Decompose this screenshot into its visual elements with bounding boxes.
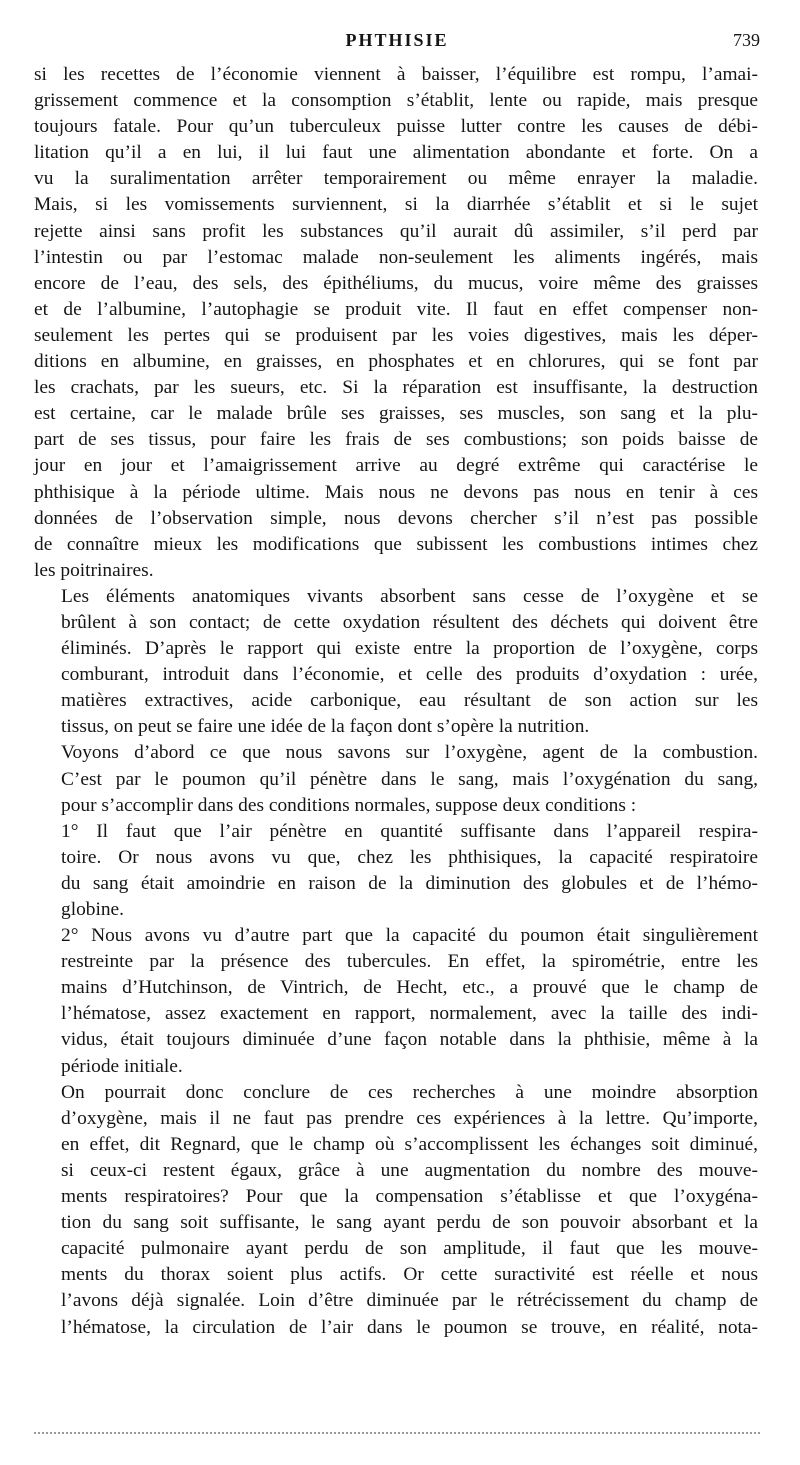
text-line: C’est par le poumon qu’il pénètre dans le sang, mais l’oxygénation du sang, <box>61 768 758 790</box>
text-line: encore de l’eau, des sels, des épithéliums, du mucus, voire même des graisses <box>34 272 758 294</box>
text-line: les crachats, par les sueurs, etc. Si la réparation est insuffisante, la destruction <box>34 377 758 399</box>
text-line: Voyons d’abord ce que nous savons sur l’oxygène, agent de la combustion. <box>61 742 758 764</box>
text-line: l’avons déjà signalée. Loin d’être diminuée par le rétrécissement du champ de <box>61 1290 758 1312</box>
paragraph <box>34 740 758 818</box>
text-line: l’intestin ou par l’estomac malade non-seulement les aliments ingérés, mais <box>34 246 758 268</box>
text-line: jour en jour et l’amaigrissement arrive au degré extrême qui caractérise le <box>34 455 758 477</box>
text-line: d’oxygène, mais il ne faut pas prendre ces expériences à la lettre. Qu’importe, <box>61 1107 758 1129</box>
text-line: vu la suralimentation arrêter temporairement ou même enrayer la maladie. <box>34 168 758 190</box>
text-line: ments respiratoires? Pour que la compensation s’établisse et que l’oxygéna- <box>61 1186 758 1208</box>
text-line: comburant, introduit dans l’économie, et celle des produits d’oxydation : urée, <box>61 664 758 686</box>
text-line: période initiale. <box>61 1055 183 1077</box>
text-line: toujours fatale. Pour qu’un tuberculeux puisse lutter contre les causes de débi- <box>34 116 758 138</box>
paragraph <box>34 923 758 1080</box>
paragraph <box>34 584 758 741</box>
text-line: grissement commence et la consomption s’établit, lente ou rapide, mais presque <box>34 90 758 112</box>
running-header <box>34 30 760 56</box>
text-line: globine. <box>61 899 125 920</box>
page-number: 739 <box>733 30 760 50</box>
paragraph <box>34 1080 758 1341</box>
text-line: seulement les pertes qui se produisent par les voies digestives, mais les déper- <box>34 324 758 346</box>
text-line: tion du sang soit suffisante, le sang ayant perdu de son pouvoir absorbant et la <box>61 1212 758 1234</box>
page-title: PHTHISIE <box>345 30 449 50</box>
text-line: mains d’Hutchinson, de Vintrich, de Hecht, etc., a prouvé que le champ de <box>61 977 758 999</box>
text-line: Mais, si les vomissements surviennent, si la diarrhée s’établit et si le sujet <box>34 194 758 216</box>
body-text <box>34 62 758 1341</box>
text-line: l’hématose, assez exactement en rapport, normalement, avec la taille des indi- <box>61 1003 758 1025</box>
text-line: données de l’observation simple, nous devons chercher s’il n’est pas possible <box>34 507 758 529</box>
text-line: de connaître mieux les modifications que subissent les combustions intimes chez <box>34 533 758 555</box>
text-line: en effet, dit Regnard, que le champ où s’accomplissent les échanges soit diminué, <box>61 1133 758 1155</box>
text-line: part de ses tissus, pour faire les frais de ses combustions; son poids baisse de <box>34 429 758 451</box>
text-line: rejette ainsi sans profit les substances qu’il aurait dû assimiler, s’il perd par <box>34 220 758 242</box>
text-line: vidus, était toujours diminuée d’une façon notable dans la phthisie, même à la <box>61 1029 758 1051</box>
text-line: tissus, on peut se faire une idée de la façon dont s’opère la nutrition. <box>61 716 590 738</box>
text-line: matières extractives, acide carbonique, eau résultant de son action sur les <box>61 690 758 712</box>
text-line: phthisique à la période ultime. Mais nous ne devons pas nous en tenir à ces <box>34 481 758 503</box>
text-line: si ceux-ci restent égaux, grâce à une augmentation du nombre des mouve- <box>61 1159 758 1181</box>
paragraph <box>34 62 758 584</box>
text-line: restreinte par la présence des tubercules. En effet, la spirométrie, entre les <box>61 951 758 973</box>
text-line: du sang était amoindrie en raison de la diminution des globules et de l’hémo- <box>61 872 758 894</box>
text-line: Les éléments anatomiques vivants absorbent sans cesse de l’oxygène et se <box>61 585 758 607</box>
footer-dotted-rule <box>34 1432 760 1434</box>
text-line: et de l’albumine, l’autophagie se produit vite. Il faut en effet compenser non- <box>34 298 758 320</box>
text-line: brûlent à son contact; de cette oxydation résultent des déchets qui doivent être <box>61 611 758 633</box>
text-line: 1° Il faut que l’air pénètre en quantité suffisante dans l’appareil respira- <box>61 820 758 842</box>
text-line: éliminés. D’après le rapport qui existe entre la proportion de l’oxygène, corps <box>61 638 758 660</box>
text-line: toire. Or nous avons vu que, chez les phthisiques, la capacité respiratoire <box>61 846 758 868</box>
text-line: l’hématose, la circulation de l’air dans le poumon se trouve, en réalité, nota- <box>61 1316 758 1338</box>
text-line: ditions en albumine, en graisses, en phosphates et en chlorures, qui se font par <box>34 351 758 373</box>
text-line: ments du thorax soient plus actifs. Or cette suractivité est réelle et nous <box>61 1264 758 1286</box>
text-line: litation qu’il a en lui, il lui faut une alimentation abondante et forte. On a <box>34 142 758 164</box>
text-line: capacité pulmonaire ayant perdu de son amplitude, il faut que les mouve- <box>61 1238 758 1260</box>
text-line: si les recettes de l’économie viennent à baisser, l’équilibre est rompu, l’amai- <box>34 64 758 85</box>
text-line: On pourrait donc conclure de ces recherches à une moindre absorption <box>61 1081 758 1103</box>
text-line: les poitrinaires. <box>34 559 154 581</box>
paragraph <box>34 819 758 923</box>
text-line: 2° Nous avons vu d’autre part que la capacité du poumon était singulièrement <box>61 925 758 947</box>
text-line: est certaine, car le malade brûle ses graisses, ses muscles, son sang et la plu- <box>34 403 758 425</box>
text-line: pour s’accomplir dans des conditions normales, suppose deux conditions : <box>61 794 637 816</box>
